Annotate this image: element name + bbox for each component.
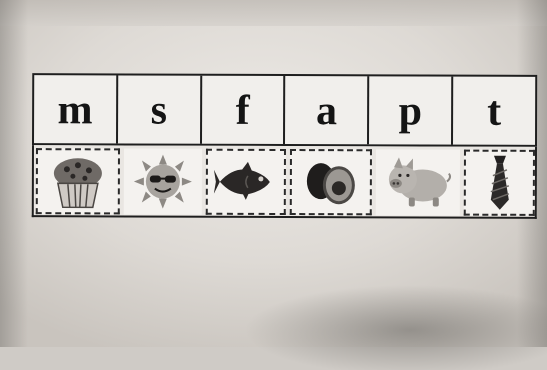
letter-cell-m: m — [34, 75, 118, 143]
letter-cell-s: s — [118, 75, 202, 143]
picture-card-fish[interactable] — [206, 149, 286, 215]
phonics-worksheet — [32, 73, 537, 219]
letter-cell-t: t — [487, 88, 502, 135]
letter-cell-f: f — [202, 76, 286, 144]
picture-card-tie[interactable] — [464, 150, 535, 216]
tie-icon — [484, 154, 514, 212]
avocado-icon — [301, 157, 361, 207]
left-vignette — [0, 0, 28, 347]
letter-row — [32, 73, 537, 147]
letter-cell-p: p — [369, 76, 453, 144]
picture-card-avocado[interactable] — [290, 149, 372, 215]
picture-row — [32, 145, 537, 219]
muffin-icon — [48, 153, 108, 209]
picture-card-sun[interactable] — [124, 148, 202, 214]
top-edge-shadow — [0, 0, 547, 26]
pig-icon — [383, 155, 453, 209]
picture-card-muffin[interactable] — [36, 148, 120, 214]
letter-cell-a: a — [285, 76, 369, 144]
sun-with-sunglasses-icon — [132, 152, 194, 210]
fish-icon — [214, 160, 278, 204]
picture-card-pig[interactable] — [376, 149, 460, 215]
